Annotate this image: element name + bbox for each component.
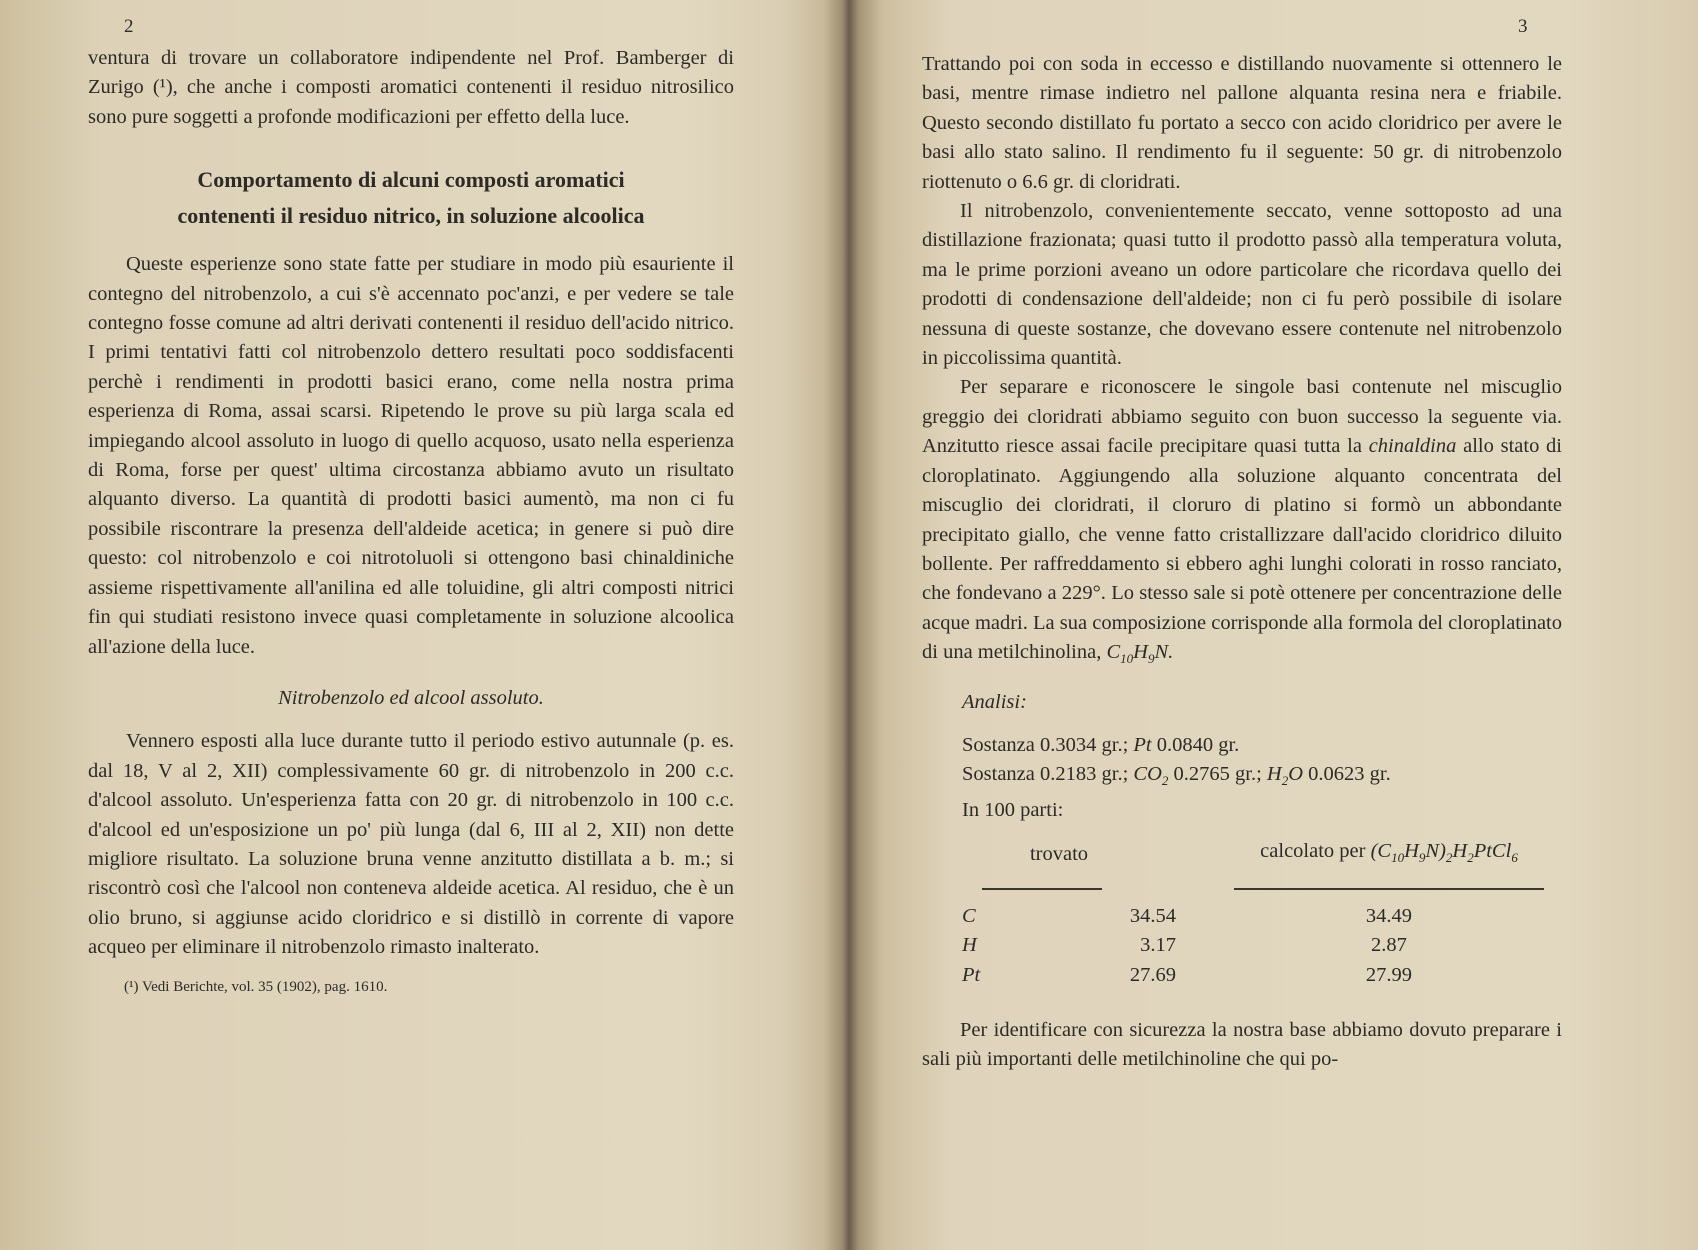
col-found-header: trovato [1029, 843, 1089, 866]
page-number: 3 [1518, 16, 1528, 37]
paragraph: ventura di trovare un collaboratore indipendente nel Prof. Bamberger di Zurigo (¹), che anche i composti aromatici contenenti il residuo nitrosilico sono pure soggetti a profonde modificazioni per effetto della luce. [88, 47, 734, 128]
paragraph: Queste esperienze sono state fatte per studiare in modo più esauriente il contegno del nitrobenzolo, a cui s'è accennato poc'anzi, e per vedere se tale contegno fosse comune ad altri derivati contenenti il residuo dell'acido nitrico. I primi tentativi fatti col nitrobenzolo dettero resultati poco soddisfacenti perchè i rendimenti in prodotti basici erano, come nella nostra prima esperienza di Roma, assai scarsi. Ripetendo le prove su più larga scala ed impiegando alcool assoluto in luogo di quello acquoso, usato nella esperienza di Roma, forse per quest' ultima circostanza abbiamo avuto un risultato alquanto diverso. La quantità di prodotti basici aumentò, ma non ci fu possibile riscontrare la presenza dell'aldeide acetica; in genere si può dire questo: col nitrobenzolo e coi nitrotoluoli si ottengono basi chinaldiniche assieme rispettivamente all'anilina ed alle toluidine, gli altri composti nitrici fin qui studiati resistono invece quasi completamente in soluzione alcoolica all'azione della luce. [88, 253, 734, 658]
paragraph: Trattando poi con soda in eccesso e distillando nuovamente si ottennero le basi, mentre rimase indietro nel pallone alquanta resina nera e friabile. Questo secondo distillato fu portato a secco con acido cloridrico per avere le basi allo stato salino. Il rendimento fu il seguente: 50 gr. di nitrobenzolo riottenuto o 6.6 gr. di cloridrati. [922, 53, 1562, 193]
col-calc-header: calcolato per $(C_{10}H_9N)_2H_2PtCl_6$ [1260, 840, 1518, 866]
formula: $C_{10}H_9N$. [1106, 641, 1174, 667]
left-text-block [88, 44, 734, 997]
right-text-block [922, 50, 1562, 1075]
analysis-label: Analisi: [962, 690, 1027, 713]
paragraph: Per separare e riconoscere le singole basi contenute nel miscuglio greggio dei cloridrati abbiamo seguito con buon successo la seguente via. Anzitutto riesce assai facile precipitare quasi tutta la chinaldina allo stato di cloroplatinato. Aggiungendo alla soluzione alquanto concentrata del miscuglio dei cloridrati, il cloruro di platino si formò un abbondante precipitato giallo, che venne fatto cristallizzare dall'acido cloridrico diluito bollente. Per raffreddamento si ebbero aghi lunghi colorati in rosso ranciato, che fondevano a 229°. Lo stesso sale si potè ottenere per concentrazione delle acque madri. La sua composizione corrisponde alla formola del cloroplatinato di una metilchinolina, $C_{10}H_9N$. [922, 376, 1563, 667]
table-row: C 34.54 34.49 [962, 904, 1413, 927]
paragraph: Il nitrobenzolo, convenientemente seccato, venne sottoposto ad una distillazione frazionata; quasi tutto il prodotto passò alla temperatura voluta, ma le prime porzioni aveano un odore particolare che ricordava quello dei prodotti di condensazione dell'aldeide; non ci fu però possibile di isolare nessuna di queste sostanze, che dovevano essere contenute nel nitrobenzolo in piccolissima quantità. [922, 200, 1562, 370]
analysis-sample-1: Sostanza 0.3034 gr.; Pt 0.0840 gr. [962, 734, 1240, 757]
paragraph: Vennero esposti alla luce durante tutto il periodo estivo autunnale (p. es. dal 18, V al 2, XII) complessivamente 60 gr. di nitrobenzolo in 200 c.c. d'alcool assoluto. Un'esperienza fatta con 20 gr. di nitrobenzolo in 100 c.c. d'alcool ed un'esposizione un po' più lunga (dal 6, III al 2, XII) non dette migliore risultato. La soluzione bruna venne anzitutto distillata a b. m.; si riscontrò così che l'alcool non conteneva aldeide acetica. Al residuo, che è un olio bruno, si aggiunse acido cloridrico e si distillò in corrente di vapore acqueo per eliminare il nitrobenzolo rimasto inalterato. [88, 730, 734, 959]
analysis-sample-2: Sostanza 0.2183 gr.; $CO_2$ 0.2765 gr.; $H_2O$ 0.0623 gr. [962, 763, 1391, 789]
left-page [0, 0, 840, 1250]
subsection-heading: Nitrobenzolo ed alcool assoluto. [278, 686, 544, 709]
section-heading-line-1: Comportamento di alcuni composti aromatici [197, 167, 625, 193]
analysis-table [962, 837, 1562, 990]
footnote: (¹) Vedi Berichte, vol. 35 (1902), pag. 1610. [124, 978, 388, 995]
section-heading-line-2: contenenti il residuo nitrico, in soluzione alcoolica [177, 203, 645, 229]
right-page [850, 0, 1698, 1250]
paragraph: Per identificare con sicurezza la nostra base abbiamo dovuto preparare i sali più importanti delle metilchinoline che qui po- [922, 1019, 1562, 1071]
page-number: 2 [124, 16, 134, 37]
table-row: Pt 27.69 27.99 [962, 963, 1413, 986]
analysis-parts: In 100 parti: [962, 798, 1064, 821]
emphasis: chinaldina [1368, 435, 1457, 458]
table-row: H 3.17 2.87 [962, 934, 1407, 957]
